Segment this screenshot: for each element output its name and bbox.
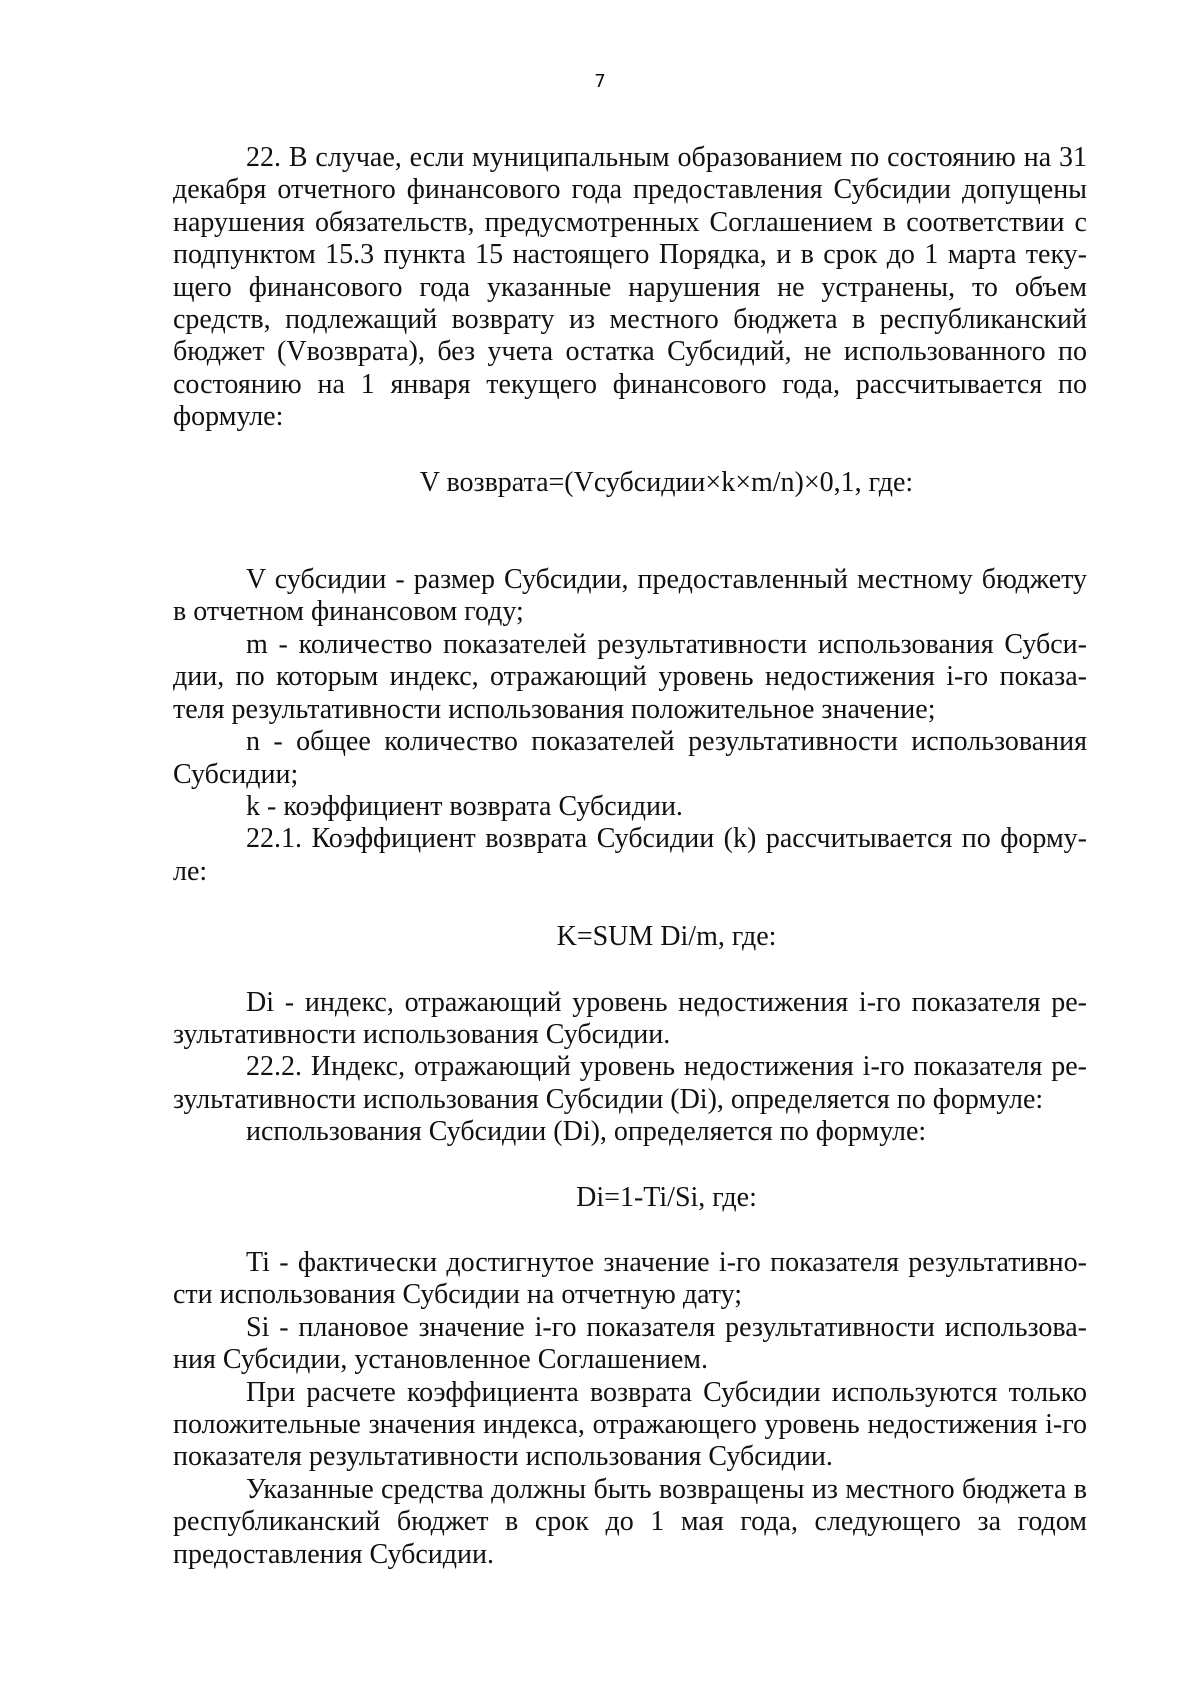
paragraph-positive-values: При расчете коэффициента возврата Субсидии используются только положительные значения индекса, отражающего уровень недостижения i-го показателя результативности использования Субсидии. — [173, 1376, 1087, 1473]
definition-si: Si - плановое значение i-го показателя результативности использования Субсидии, установленное Соглашением. — [173, 1311, 1087, 1376]
formula-return-volume: V возврата=(Vсубсидии×k×m/n)×0,1, где: — [419, 466, 914, 498]
definition-di: Di - индекс, отражающий уровень недостижения i-го показателя результативности использования Субсидии. — [173, 986, 1087, 1050]
paragraph-22-2: 22.2. Индекс, отражающий уровень недостижения i-го показателя результативности использования Субсидии (Di), определяется по формуле: — [173, 1051, 1087, 1115]
definition-m: m - количество показателей результативности использования Субсидии, по которым индекс, отражающий уровень недостижения i-го показателя результативности использования положительное значение; — [173, 628, 1087, 725]
formula-index-di: Di=1-Ti/Si, где: — [576, 1181, 757, 1213]
definition-ti: Ti - фактически достигнутое значение i-го показателя результативности использования Субсидии на отчетную дату; — [173, 1246, 1087, 1311]
definition-n: n - общее количество показателей результативности использования Субсидии; — [173, 726, 1087, 790]
formula-coefficient-k: K=SUM Di/m, где: — [556, 921, 777, 953]
definition-k: k - коэффициент возврата Субсидии. — [246, 790, 683, 822]
paragraph-return-deadline: Указанные средства должны быть возвращены из местного бюджета в республиканский бюджет в срок до 1 мая года, следующего за годом предоставления Субсидии. — [173, 1473, 1087, 1570]
paragraph-22-2-repeat: использования Субсидии (Di), определяется по формуле: — [246, 1116, 927, 1148]
page-number: 7 — [594, 71, 606, 92]
paragraph-22: 22. В случае, если муниципальным образованием по состоянию на 31 декабря отчетного финансового года предоставления Субсидии допущены нарушения обязательств, предусмотренных Соглашением в соответствии с подпунктом 15.3 пункта 15 настоящего Порядка, и в срок до 1 марта текущего финансового года указанные нарушения не устранены, то объем средств, подлежащий возврату из местного бюджета в республиканский бюджет (Vвозврата), без учета остатка Субсидий, не использованного по состоянию на 1 января текущего финансового года, рассчитывается по формуле: — [173, 142, 1087, 433]
document-body — [173, 142, 1087, 1571]
paragraph-22-1: 22.1. Коэффициент возврата Субсидии (k) рассчитывается по формуле: — [173, 823, 1087, 887]
definition-v-subsidy: V субсидии - размер Субсидии, предоставленный местному бюджету в отчетном финансовом году; — [173, 564, 1087, 628]
